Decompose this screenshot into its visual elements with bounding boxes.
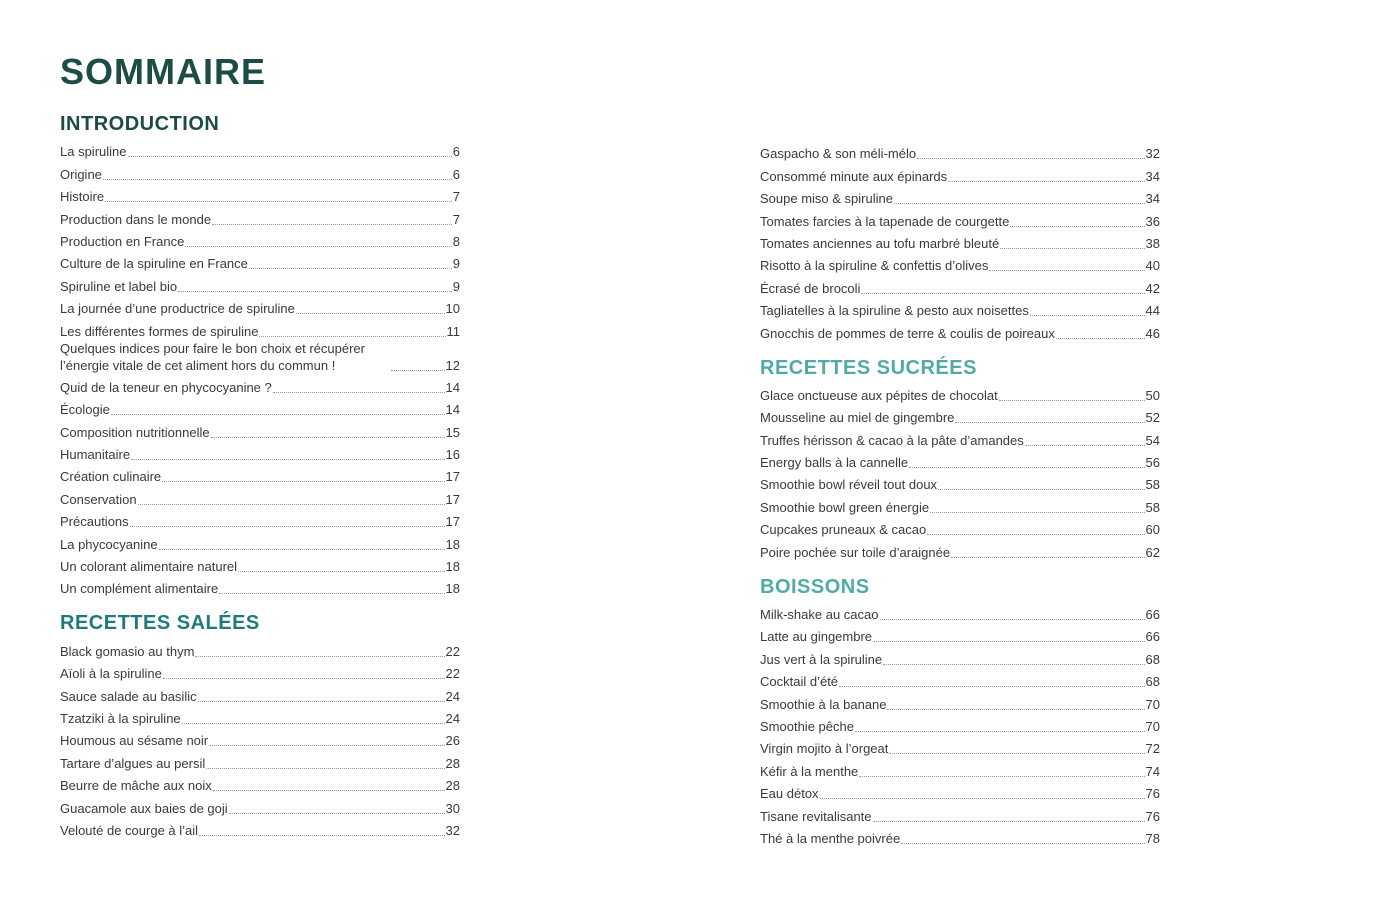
- toc-entry[interactable]: [60, 340, 460, 374]
- toc-entry[interactable]: [760, 297, 1160, 319]
- dot-leader: [213, 790, 445, 791]
- toc-entry[interactable]: [760, 404, 1160, 426]
- page-number: 15: [445, 424, 460, 440]
- toc-entry[interactable]: [760, 162, 1160, 184]
- dot-leader: [238, 571, 444, 572]
- page-number: 38: [1145, 235, 1160, 251]
- page-number: 22: [445, 643, 460, 659]
- toc-entry[interactable]: [760, 252, 1160, 274]
- entry-title: Poire pochée sur toile d’araignée: [760, 544, 951, 560]
- dot-leader: [873, 821, 1145, 822]
- toc-entry[interactable]: [60, 183, 460, 205]
- page-number: 9: [452, 278, 460, 294]
- entry-title: Kéfir à la menthe: [760, 763, 859, 779]
- dot-leader: [209, 745, 444, 746]
- page-number: 70: [1145, 718, 1160, 734]
- toc-entry[interactable]: [60, 530, 460, 552]
- dot-leader: [859, 776, 1144, 777]
- dot-leader: [938, 489, 1144, 490]
- toc-entry[interactable]: [60, 794, 460, 816]
- dot-leader: [138, 504, 445, 505]
- entry-title: Production en France: [60, 233, 185, 249]
- entry-title: Un complément alimentaire: [60, 581, 219, 597]
- toc-entry[interactable]: [60, 205, 460, 227]
- page-number: 40: [1145, 258, 1160, 274]
- toc-entry[interactable]: [760, 668, 1160, 690]
- entry-title: Création culinaire: [60, 469, 162, 485]
- toc-entry[interactable]: [760, 780, 1160, 802]
- page-number: 32: [1145, 146, 1160, 162]
- dot-leader: [219, 593, 444, 594]
- toc-entry[interactable]: [760, 230, 1160, 252]
- entry-title: Tomates anciennes au tofu marbré bleuté: [760, 235, 1000, 251]
- toc-entry[interactable]: [760, 735, 1160, 757]
- dot-leader: [162, 481, 444, 482]
- dot-leader: [820, 798, 1145, 799]
- page-number: 9: [452, 256, 460, 272]
- dot-leader: [159, 549, 445, 550]
- page-number: 8: [452, 233, 460, 249]
- page-number: 22: [445, 666, 460, 682]
- toc-entry[interactable]: [60, 682, 460, 704]
- page-number: 74: [1145, 763, 1160, 779]
- toc-entry[interactable]: [760, 538, 1160, 560]
- toc-entry[interactable]: [760, 690, 1160, 712]
- dot-leader: [199, 835, 444, 836]
- dot-leader: [1030, 315, 1145, 316]
- toc-entry[interactable]: [60, 418, 460, 440]
- toc-entry[interactable]: [60, 705, 460, 727]
- entry-title: Les différentes formes de spiruline: [60, 323, 259, 339]
- dot-leader: [182, 723, 445, 724]
- toc-entry[interactable]: [760, 713, 1160, 735]
- page-number: 18: [445, 559, 460, 575]
- dot-leader: [955, 422, 1144, 423]
- toc-entry[interactable]: [760, 645, 1160, 667]
- entry-title: Tomates farcies à la tapenade de courgette: [760, 213, 1010, 229]
- entry-title: Quelques indices pour faire le bon choix et récupérer l’énergie vitale de cet aliment hors du commun !: [60, 340, 365, 373]
- dot-leader: [128, 156, 452, 157]
- dot-leader: [163, 678, 445, 679]
- toc-entry[interactable]: [60, 160, 460, 182]
- page-number: 10: [445, 301, 460, 317]
- entry-title: Sauce salade au basilic: [60, 688, 197, 704]
- page-number: 34: [1145, 191, 1160, 207]
- entry-title: Précautions: [60, 514, 129, 530]
- page-number: 7: [452, 211, 460, 227]
- toc-section-introduction: [60, 112, 460, 597]
- entry-title: Beurre de mâche aux noix: [60, 778, 212, 794]
- entry-title: La journée d’une productrice de spiruline: [60, 301, 295, 317]
- toc-entry[interactable]: [60, 749, 460, 771]
- dot-leader: [855, 731, 1145, 732]
- page-number: 58: [1145, 499, 1160, 515]
- page-number: 12: [445, 357, 460, 373]
- dot-leader: [909, 467, 1144, 468]
- entry-title: Latte au gingembre: [760, 629, 873, 645]
- dot-leader: [111, 414, 445, 415]
- dot-leader: [212, 224, 452, 225]
- page-title: SOMMAIRE: [60, 51, 266, 92]
- entry-title: Conservation: [60, 491, 137, 507]
- entry-title: Smoothie à la banane: [760, 696, 887, 712]
- page-number: 36: [1145, 213, 1160, 229]
- page-number: 76: [1145, 808, 1160, 824]
- dot-leader: [1056, 338, 1145, 339]
- page-number: 17: [445, 469, 460, 485]
- toc-entry[interactable]: [60, 485, 460, 507]
- toc-section-recettes-sucrees: [760, 356, 1160, 561]
- page-number: 78: [1145, 830, 1160, 846]
- dot-leader: [178, 291, 452, 292]
- toc-entry[interactable]: [760, 274, 1160, 296]
- entry-title: Tzatziki à la spiruline: [60, 710, 181, 726]
- dot-leader: [259, 336, 445, 337]
- toc-entry[interactable]: [60, 508, 460, 530]
- page-number: 17: [445, 491, 460, 507]
- toc-column-right: [760, 140, 1160, 861]
- dot-leader: [105, 201, 452, 202]
- entry-title: Jus vert à la spiruline: [760, 651, 883, 667]
- page-number: 18: [445, 536, 460, 552]
- section-heading: RECETTES SUCRÉES: [760, 356, 977, 379]
- toc-entry[interactable]: [760, 426, 1160, 448]
- toc-entry[interactable]: [760, 207, 1160, 229]
- dot-leader: [901, 843, 1144, 844]
- dot-leader: [887, 709, 1144, 710]
- dot-leader: [1010, 226, 1144, 227]
- toc-entry[interactable]: [60, 396, 460, 418]
- toc-entry[interactable]: [760, 382, 1160, 404]
- page-number: 42: [1145, 280, 1160, 296]
- entry-title: Soupe miso & spiruline: [760, 191, 893, 207]
- toc-entry[interactable]: [60, 138, 460, 160]
- page-number: 6: [452, 144, 460, 160]
- toc-entry[interactable]: [60, 295, 460, 317]
- dot-leader: [930, 512, 1144, 513]
- page-number: 58: [1145, 477, 1160, 493]
- page-number: 62: [1145, 544, 1160, 560]
- toc-entry[interactable]: [60, 228, 460, 250]
- page-number: 46: [1145, 325, 1160, 341]
- page-number: 24: [445, 688, 460, 704]
- toc-entry[interactable]: [760, 757, 1160, 779]
- entry-title: Quid de la teneur en phycocyanine ?: [60, 379, 272, 395]
- page-number: 16: [445, 447, 460, 463]
- page-number: 26: [445, 733, 460, 749]
- toc-entry[interactable]: [760, 825, 1160, 847]
- page-number: 44: [1145, 303, 1160, 319]
- dot-leader: [839, 686, 1144, 687]
- toc-entry[interactable]: [60, 575, 460, 597]
- entry-title: Humanitaire: [60, 447, 131, 463]
- entry-title: Origine: [60, 166, 102, 182]
- entry-title: Eau détox: [760, 786, 819, 802]
- entry-title: Velouté de courge à l’ail: [60, 822, 199, 838]
- dot-leader: [296, 313, 445, 314]
- page-number: 66: [1145, 629, 1160, 645]
- toc-entry[interactable]: [60, 637, 460, 659]
- entry-title: Virgin mojito à l’orgeat: [760, 741, 889, 757]
- page-number: 18: [445, 581, 460, 597]
- page-number: 50: [1145, 387, 1160, 403]
- page-number: 70: [1145, 696, 1160, 712]
- toc-section-boissons: [760, 575, 1160, 847]
- entry-title: La spiruline: [60, 144, 127, 160]
- page-number: 52: [1145, 410, 1160, 426]
- dot-leader: [249, 268, 452, 269]
- toc-entry[interactable]: [760, 185, 1160, 207]
- entry-title: Mousseline au miel de gingembre: [760, 410, 955, 426]
- entry-title: Cocktail d’été: [760, 674, 839, 690]
- dot-leader: [927, 534, 1144, 535]
- dot-leader: [206, 768, 444, 769]
- entry-title: Composition nutritionnelle: [60, 424, 210, 440]
- toc-section-continued: [760, 140, 1160, 342]
- entry-title: Glace onctueuse aux pépites de chocolat: [760, 387, 998, 403]
- entry-title: Risotto à la spiruline & confettis d’olives: [760, 258, 989, 274]
- dot-leader: [917, 158, 1144, 159]
- entry-title: Écologie: [60, 402, 110, 418]
- toc-entry[interactable]: [60, 317, 460, 339]
- dot-leader: [131, 459, 444, 460]
- entry-title: Un colorant alimentaire naturel: [60, 559, 238, 575]
- dot-leader: [989, 270, 1144, 271]
- toc-entry[interactable]: [60, 463, 460, 485]
- entry-title: Gnocchis de pommes de terre & coulis de poireaux: [760, 325, 1055, 341]
- entry-title: Thé à la menthe poivrée: [760, 830, 901, 846]
- entry-title: Écrasé de brocoli: [760, 280, 861, 296]
- entry-title: La phycocyanine: [60, 536, 158, 552]
- entry-title: Milk-shake au cacao: [760, 607, 879, 623]
- dot-leader: [391, 370, 445, 371]
- dot-leader: [951, 557, 1144, 558]
- page-number: 76: [1145, 786, 1160, 802]
- toc-entry[interactable]: [760, 140, 1160, 162]
- dot-leader: [883, 664, 1144, 665]
- entry-title: Culture de la spiruline en France: [60, 256, 248, 272]
- dot-leader: [880, 619, 1145, 620]
- entry-title: Guacamole aux baies de goji: [60, 800, 228, 816]
- entry-title: Smoothie pêche: [760, 718, 854, 734]
- dot-leader: [185, 246, 451, 247]
- toc-entry[interactable]: [60, 250, 460, 272]
- toc-entry[interactable]: [60, 817, 460, 839]
- dot-leader: [999, 400, 1145, 401]
- dot-leader: [861, 293, 1144, 294]
- entry-title: Smoothie bowl réveil tout doux: [760, 477, 938, 493]
- toc-entry[interactable]: [60, 272, 460, 294]
- page-number: 34: [1145, 168, 1160, 184]
- toc-entry[interactable]: [760, 516, 1160, 538]
- page-number: 28: [445, 755, 460, 771]
- dot-leader: [103, 179, 452, 180]
- entry-title: Tartare d’algues au persil: [60, 755, 206, 771]
- dot-leader: [873, 641, 1145, 642]
- toc-entry[interactable]: [60, 441, 460, 463]
- entry-title: Histoire: [60, 189, 105, 205]
- page-number: 32: [445, 822, 460, 838]
- page-number: 68: [1145, 674, 1160, 690]
- dot-leader: [211, 437, 445, 438]
- dot-leader: [1025, 445, 1145, 446]
- page-number: 56: [1145, 455, 1160, 471]
- page-number: 30: [445, 800, 460, 816]
- entry-title: Production dans le monde: [60, 211, 212, 227]
- entry-title: Black gomasio au thym: [60, 643, 195, 659]
- entry-title: Gaspacho & son méli-mélo: [760, 146, 917, 162]
- entry-title: Smoothie bowl green énergie: [760, 499, 930, 515]
- toc-entry[interactable]: [60, 727, 460, 749]
- toc-entry[interactable]: [760, 471, 1160, 493]
- toc-entry[interactable]: [60, 660, 460, 682]
- section-heading: RECETTES SALÉES: [60, 612, 260, 635]
- page-number: 68: [1145, 651, 1160, 667]
- toc-entry[interactable]: [60, 553, 460, 575]
- entry-title: Energy balls à la cannelle: [760, 455, 909, 471]
- dot-leader: [229, 813, 445, 814]
- toc-entry[interactable]: [760, 623, 1160, 645]
- page-number: 14: [445, 402, 460, 418]
- page-number: 17: [445, 514, 460, 530]
- entry-title: Cupcakes pruneaux & cacao: [760, 522, 927, 538]
- page-number: 7: [452, 189, 460, 205]
- dot-leader: [130, 526, 445, 527]
- page-number: 24: [445, 710, 460, 726]
- page-number: 54: [1145, 432, 1160, 448]
- dot-leader: [273, 392, 445, 393]
- entry-title: Tisane revitalisante: [760, 808, 872, 824]
- page-number: 11: [446, 323, 460, 339]
- page-number: 28: [445, 778, 460, 794]
- dot-leader: [1000, 248, 1144, 249]
- section-heading: BOISSONS: [760, 575, 870, 598]
- toc-section-recettes-salees: [60, 611, 460, 839]
- dot-leader: [198, 701, 445, 702]
- entry-title: Consommé minute aux épinards: [760, 168, 948, 184]
- page-number: 14: [445, 379, 460, 395]
- dot-leader: [889, 753, 1144, 754]
- toc-entry[interactable]: [60, 772, 460, 794]
- entry-title: Houmous au sésame noir: [60, 733, 209, 749]
- toc-entry[interactable]: [760, 319, 1160, 341]
- dot-leader: [948, 181, 1144, 182]
- page-number: 66: [1145, 607, 1160, 623]
- toc-entry[interactable]: [760, 601, 1160, 623]
- toc-column-left: [60, 112, 460, 853]
- section-heading: INTRODUCTION: [60, 113, 220, 135]
- entry-title: Spiruline et label bio: [60, 278, 178, 294]
- entry-title: Truffes hérisson & cacao à la pâte d’amandes: [760, 432, 1024, 448]
- toc-entry[interactable]: [60, 374, 460, 396]
- toc-entry[interactable]: [760, 449, 1160, 471]
- page-number: 6: [452, 166, 460, 182]
- dot-leader: [894, 203, 1145, 204]
- page-number: 72: [1145, 741, 1160, 757]
- toc-entry[interactable]: [760, 493, 1160, 515]
- entry-title: Aïoli à la spiruline: [60, 666, 162, 682]
- page-number: 60: [1145, 522, 1160, 538]
- entry-title: Tagliatelles à la spiruline & pesto aux noisettes: [760, 303, 1029, 319]
- dot-leader: [195, 656, 444, 657]
- toc-entry[interactable]: [760, 802, 1160, 824]
